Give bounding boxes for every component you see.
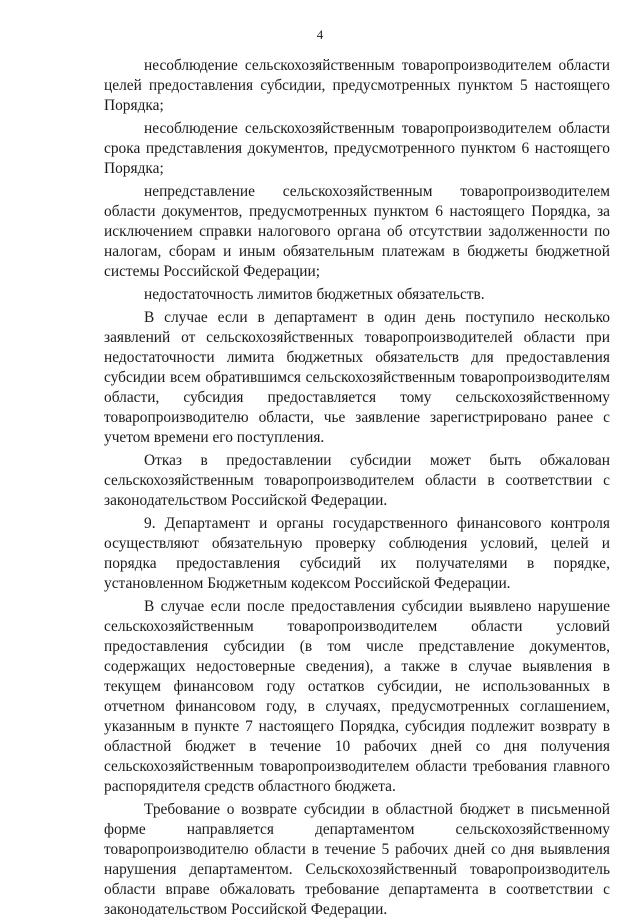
paragraph-ground-deadline-violation: несоблюдение сельскохозяйственным товаропроизводителем области срока представления документов, предусмотренного пунктом 6 настоящего Порядка; <box>104 120 610 177</box>
paragraph-refusal-appeal: Отказ в предоставлении субсидии может быть обжалован сельскохозяйственным товаропроизводителем области в соответствии с законодательством Российской Федерации. <box>104 452 610 509</box>
paragraph-refund-conditions: В случае если после предоставления субсидии выявлено нарушение сельскохозяйственным товаропроизводителем области условий предоставления субсидии (в том числе представление документов, содержащих недостоверные сведения), а также в случае выявления в текущем финансовом году остатков субсидии, не использованных в отчетном финансовом году, в случаях, предусмотренных соглашением, указанным в пункте 7 настоящего Порядка, субсидия подлежит возврату в областной бюджет в течение 10 рабочих дней со дня получения сельскохозяйственным товаропроизводителем области требования главного распорядителя средств областного бюджета. <box>104 598 610 795</box>
page-number: 4 <box>316 27 324 42</box>
paragraph-item-9-control: 9. Департамент и органы государственного финансового контроля осуществляют обязательную проверку соблюдения условий, целей и порядка предоставления субсидий их получателями в порядке, установленном Бюджетным кодексом Российской Федерации. <box>104 515 610 592</box>
paragraph-ground-missing-documents: непредставление сельскохозяйственным товаропроизводителем области документов, предусмотренных пунктом 6 настоящего Порядка, за исключением справки налогового органа об отсутствии задолженности по налогам, сборам и иным обязательным платежам в бюджеты бюджетной системы Российской Федерации; <box>104 183 610 280</box>
paragraph-same-day-applications: В случае если в департамент в один день поступило несколько заявлений от сельскохозяйственных товаропроизводителей области при недостаточности лимита бюджетных обязательств для предоставления субсидии всем обратившимся сельскохозяйственным товаропроизводителям области, субсидия предоставляется тому сельскохозяйственному товаропроизводителю области, чье заявление зарегистрировано ранее с учетом времени его поступления. <box>104 309 610 446</box>
paragraph-ground-purpose-violation: несоблюдение сельскохозяйственным товаропроизводителем области целей предоставления субсидии, предусмотренных пунктом 5 настоящего Порядка; <box>104 57 610 114</box>
document-body <box>104 56 610 920</box>
paragraph-ground-insufficient-limits: недостаточность лимитов бюджетных обязательств. <box>144 286 485 303</box>
paragraph-refund-demand: Требование о возврате субсидии в областной бюджет в письменной форме направляется департаментом сельскохозяйственному товаропроизводителю области в течение 5 рабочих дней со дня выявления нарушения департаментом. Сельскохозяйственный товаропроизводитель области вправе обжаловать требование департамента в соответствии с законодательством Российской Федерации. <box>104 801 610 918</box>
